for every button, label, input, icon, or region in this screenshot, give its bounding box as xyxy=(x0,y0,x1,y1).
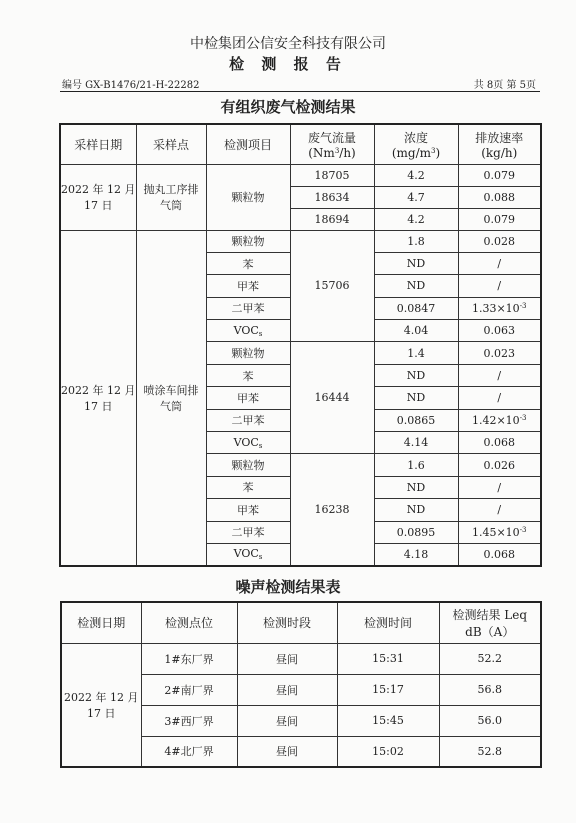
sampling-point-cell: 喷涂车间排 气筒 xyxy=(136,230,206,566)
noise-header-row xyxy=(61,602,541,643)
emission-rate-cell: / xyxy=(458,275,541,297)
emission-rate-cell: 0.023 xyxy=(458,342,541,364)
test-period-cell: 昼间 xyxy=(237,643,337,674)
emission-rate-cell: $1.45\times 10^{-3}$ xyxy=(458,521,541,543)
concentration-cell: 4.04 xyxy=(374,320,458,342)
test-period-cell: 昼间 xyxy=(237,674,337,705)
gas-flow-label: 废气流量 xyxy=(307,130,356,145)
emission-rate-cell: 0.063 xyxy=(458,320,541,342)
test-item-cell: $VOC_s$ xyxy=(206,543,290,565)
col-gas-flow xyxy=(290,124,374,164)
col-test-date: 检测日期 xyxy=(61,602,141,643)
test-item-cell: 甲苯 xyxy=(206,387,290,409)
sampling-date-cell: 2022 年 12 月 17 日 xyxy=(60,230,136,566)
test-point-cell: 2#南厂界 xyxy=(141,674,237,705)
gas-flow-cell: 15706 xyxy=(290,230,374,342)
test-result-cell: 56.8 xyxy=(439,674,541,705)
concentration-cell: 0.0865 xyxy=(374,409,458,431)
col-test-period: 检测时段 xyxy=(237,602,337,643)
test-item-cell: 颗粒物 xyxy=(206,164,290,230)
test-item-cell: 二甲苯 xyxy=(206,297,290,319)
test-item-cell: $VOC_s$ xyxy=(206,432,290,454)
concentration-cell: 0.0847 xyxy=(374,297,458,319)
test-item-cell: 颗粒物 xyxy=(206,342,290,364)
emission-rate-cell: $1.33\times 10^{-3}$ xyxy=(458,297,541,319)
emission-rate-cell: 0.026 xyxy=(458,454,541,476)
col-test-item: 检测项目 xyxy=(206,124,290,164)
test-time-cell: 15:02 xyxy=(337,736,439,767)
concentration-cell: 4.18 xyxy=(374,543,458,565)
emission-rate-cell: / xyxy=(458,387,541,409)
test-item-cell: $VOC_s$ xyxy=(206,320,290,342)
col-test-result: 检测结果 Leq dB（A） xyxy=(439,602,541,643)
concentration-cell: 0.0895 xyxy=(374,521,458,543)
test-item-cell: 颗粒物 xyxy=(206,230,290,252)
header-rule xyxy=(60,91,540,92)
exhaust-group-1 xyxy=(60,164,541,230)
sampling-date-cell: 2022 年 12 月 17 日 xyxy=(60,164,136,230)
test-item-cell: 颗粒物 xyxy=(206,454,290,476)
col-emission-rate xyxy=(458,124,541,164)
concentration-cell: 4.7 xyxy=(374,186,458,208)
concentration-unit: $(mg/m^3)$ xyxy=(391,145,441,160)
col-test-point: 检测点位 xyxy=(141,602,237,643)
emission-rate-cell: 0.068 xyxy=(458,432,541,454)
emission-rate-cell: / xyxy=(458,476,541,498)
test-time-cell: 15:17 xyxy=(337,674,439,705)
concentration-cell: ND xyxy=(374,364,458,386)
col-test-time: 检测时间 xyxy=(337,602,439,643)
table-row xyxy=(60,164,541,186)
emission-rate-cell: $1.42\times 10^{-3}$ xyxy=(458,409,541,431)
gas-flow-cell: 18634 xyxy=(290,186,374,208)
exhaust-section-title: 有组织废气检测结果 xyxy=(220,98,356,116)
concentration-cell: ND xyxy=(374,476,458,498)
test-item-cell: 甲苯 xyxy=(206,499,290,521)
test-item-cell: 苯 xyxy=(206,364,290,386)
test-item-cell: 苯 xyxy=(206,252,290,274)
concentration-cell: ND xyxy=(374,252,458,274)
gas-flow-cell: 18694 xyxy=(290,208,374,230)
concentration-cell: ND xyxy=(374,499,458,521)
col-sampling-date: 采样日期 xyxy=(60,124,136,164)
test-item-cell: 二甲苯 xyxy=(206,521,290,543)
exhaust-results-table xyxy=(59,123,542,567)
gas-flow-cell: 16444 xyxy=(290,342,374,454)
test-time-cell: 15:45 xyxy=(337,705,439,736)
gas-flow-unit: (Nm$^3$/h) xyxy=(308,145,356,160)
emission-rate-cell: 0.028 xyxy=(458,230,541,252)
emission-rate-cell: 0.079 xyxy=(458,208,541,230)
concentration-cell: 1.8 xyxy=(374,230,458,252)
table-row xyxy=(60,230,541,252)
test-item-cell: 甲苯 xyxy=(206,275,290,297)
emission-rate-cell: 0.068 xyxy=(458,543,541,565)
emission-rate-cell: 0.088 xyxy=(458,186,541,208)
test-result-cell: 52.8 xyxy=(439,736,541,767)
page-indicator: 共 8页 第 5页 xyxy=(473,80,536,91)
test-result-cell: 56.0 xyxy=(439,705,541,736)
exhaust-header-row xyxy=(60,124,541,164)
concentration-cell: 4.14 xyxy=(374,432,458,454)
emission-rate-cell: / xyxy=(458,364,541,386)
document-title: 检 测 报 告 xyxy=(229,55,347,73)
col-sampling-point: 采样点 xyxy=(136,124,206,164)
gas-flow-cell: 18705 xyxy=(290,164,374,186)
concentration-label: 浓度 xyxy=(403,130,428,145)
test-point-cell: 1#东厂界 xyxy=(141,643,237,674)
col-concentration xyxy=(374,124,458,164)
emission-rate-cell: / xyxy=(458,499,541,521)
test-item-cell: 二甲苯 xyxy=(206,409,290,431)
emission-rate-unit: (kg/h) xyxy=(481,145,518,160)
concentration-cell: 4.2 xyxy=(374,208,458,230)
noise-rows xyxy=(61,643,541,767)
test-period-cell: 昼间 xyxy=(237,705,337,736)
test-time-cell: 15:31 xyxy=(337,643,439,674)
exhaust-group-2 xyxy=(60,230,541,566)
test-item-cell: 苯 xyxy=(206,476,290,498)
company-name: 中检集团公信安全科技有限公司 xyxy=(190,36,386,52)
noise-results-table xyxy=(60,601,542,768)
test-period-cell: 昼间 xyxy=(237,736,337,767)
test-date-cell: 2022 年 12 月 17 日 xyxy=(61,643,141,767)
report-number: 编号 GX-B1476/21-H-22282 xyxy=(62,80,200,91)
emission-rate-cell: / xyxy=(458,252,541,274)
emission-rate-label: 排放速率 xyxy=(475,130,524,145)
test-point-cell: 3#西厂界 xyxy=(141,705,237,736)
concentration-cell: 1.4 xyxy=(374,342,458,364)
emission-rate-cell: 0.079 xyxy=(458,164,541,186)
sampling-point-cell: 抛丸工序排 气筒 xyxy=(136,164,206,230)
test-result-cell: 52.2 xyxy=(439,643,541,674)
concentration-cell: ND xyxy=(374,275,458,297)
test-point-cell: 4#北厂界 xyxy=(141,736,237,767)
table-row xyxy=(61,643,541,674)
concentration-cell: 1.6 xyxy=(374,454,458,476)
noise-section-title: 噪声检测结果表 xyxy=(235,578,341,596)
concentration-cell: ND xyxy=(374,387,458,409)
gas-flow-cell: 16238 xyxy=(290,454,374,566)
concentration-cell: 4.2 xyxy=(374,164,458,186)
